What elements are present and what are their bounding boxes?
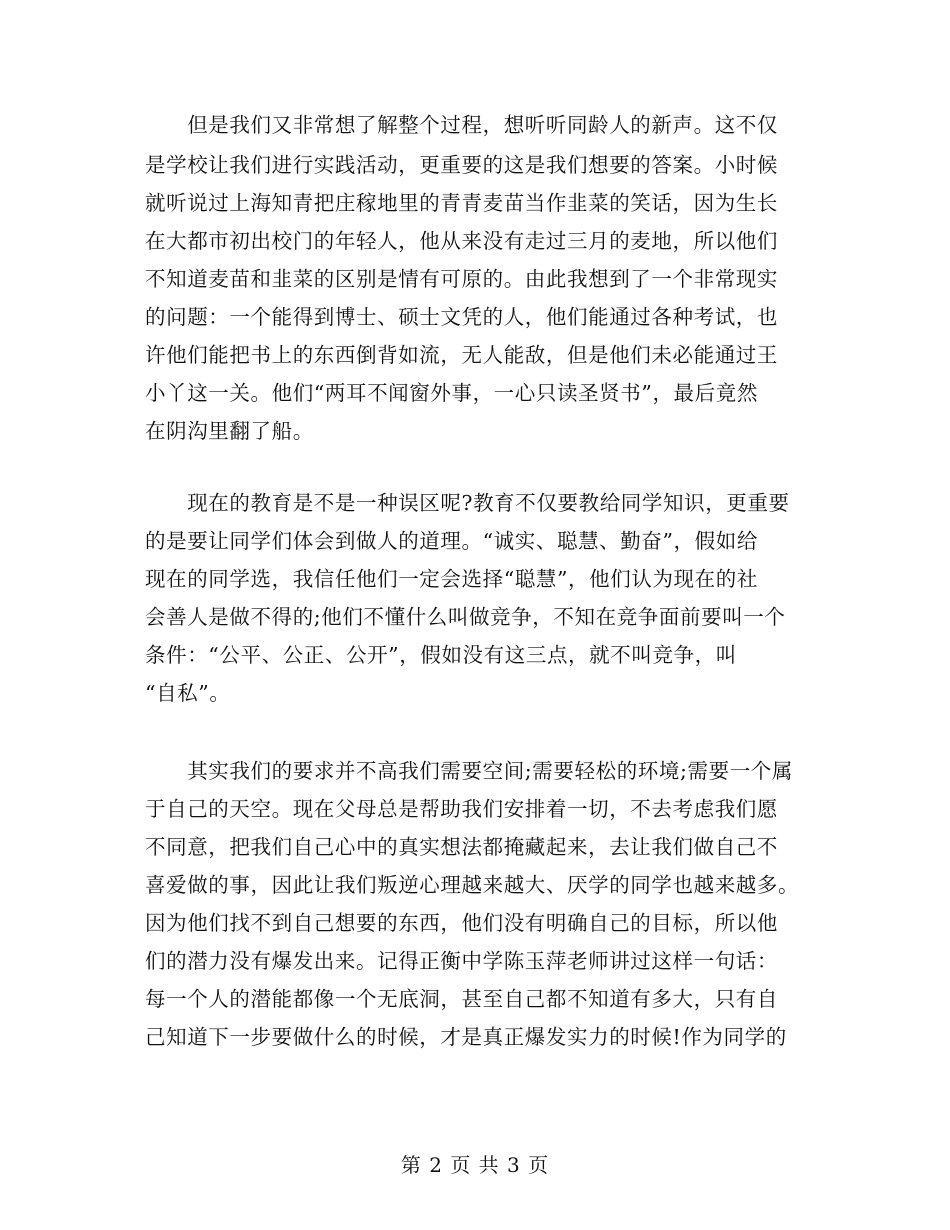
text-line: 会善人是做不得的;他们不懂什么叫做竞争，不知在竞争面前要叫一个: [145, 605, 786, 629]
text-line: 喜爱做的事，因此让我们叛逆心理越来越大、厌学的同学也越来越多。: [145, 873, 800, 897]
text-line: 们的潜力没有爆发出来。记得正衡中学陈玉萍老师讲过这样一句话：: [145, 949, 778, 973]
text-line: 条件：“公平、公正、公开”，假如没有这三点，就不叫竞争，叫: [145, 643, 737, 667]
page-number-footer: 第 2 页 共 3 页: [400, 1153, 550, 1177]
text-line: 现在的教育是不是一种误区呢?教育不仅要教给同学知识，更重要: [145, 491, 790, 515]
text-line: 许他们能把书上的东西倒背如流，无人能敌，但是他们未必能通过王: [145, 343, 778, 367]
text-line: 不知道麦苗和韭菜的区别是情有可原的。由此我想到了一个非常现实: [145, 267, 778, 291]
text-line: 小丫这一关。他们“两耳不闻窗外事，一心只读圣贤书”，最后竟然: [145, 381, 758, 405]
text-line: “自私”。: [145, 681, 231, 705]
text-line: 就听说过上海知青把庄稼地里的青青麦苗当作韭菜的笑话，因为生长: [145, 191, 778, 215]
text-line: 的是要让同学们体会到做人的道理。“诚实、聪慧、勤奋”，假如给: [145, 529, 758, 553]
text-line: 是学校让我们进行实践活动，更重要的这是我们想要的答案。小时候: [145, 153, 778, 177]
text-line: 其实我们的要求并不高我们需要空间;需要轻松的环境;需要一个属: [145, 759, 794, 783]
text-line: 在阴沟里翻了船。: [145, 419, 314, 443]
text-line: 的问题：一个能得到博士、硕士文凭的人，他们能通过各种考试，也: [145, 305, 778, 329]
text-line: 但是我们又非常想了解整个过程，想听听同龄人的新声。这不仅: [145, 113, 778, 137]
text-line: 于自己的天空。现在父母总是帮助我们安排着一切，不去考虑我们愿: [145, 797, 778, 821]
text-line: 因为他们找不到自己想要的东西，他们没有明确自己的目标，所以他: [145, 911, 778, 935]
text-line: 己知道下一步要做什么的时候，才是真正爆发实力的时候!作为同学的: [145, 1025, 787, 1049]
text-line: 在大都市初出校门的年轻人，他从来没有走过三月的麦地，所以他们: [145, 229, 778, 253]
text-line: 每一个人的潜能都像一个无底洞，甚至自己都不知道有多大，只有自: [145, 987, 778, 1011]
text-line: 不同意，把我们自己心中的真实想法都掩藏起来，去让我们做自己不: [145, 835, 778, 859]
text-line: 现在的同学选，我信任他们一定会选择“聪慧”，他们认为现在的社: [145, 567, 758, 591]
